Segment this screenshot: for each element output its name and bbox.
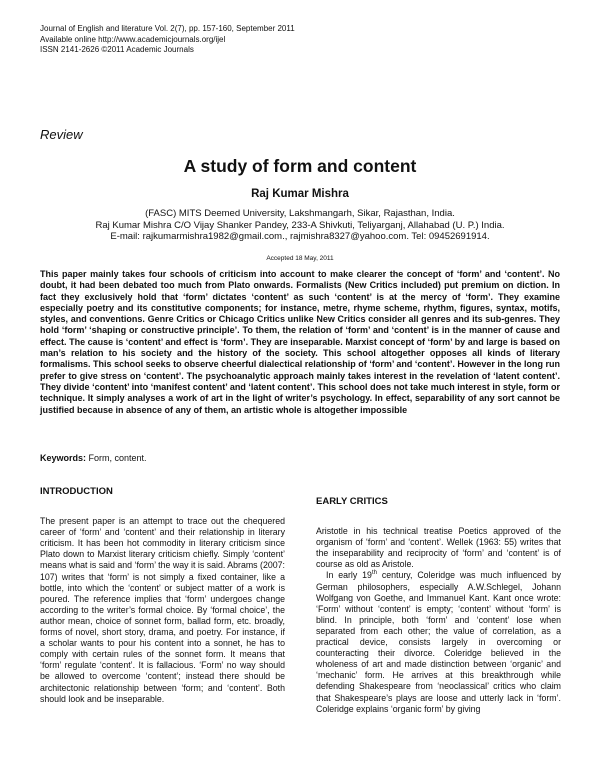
author-name: Raj Kumar Mishra <box>251 188 349 200</box>
early-critics-paragraph-1: Aristotle in his technical treatise Poetics approved of the organism of ‘form’ and ‘content’. Wellek (1963: 55) writes that the inseparability and reciprocity of ‘form’ and ‘content’ is of course as old as Aristole. <box>316 526 561 570</box>
column-right <box>316 496 561 715</box>
para2-rest: century, Coleridge was much influenced by German philosophers, especially A.W.Schlegel, Johann Wolfgang von Goethe, and Immanuel Kant. Kant once wrote: ‘Form’ without ‘content’ is empty; ‘content’ without ‘form’ is blind. In principle, both ‘form’ and ‘content’ lose when separated from each other; the value of correlation, as a practical device, consists largely in overcoming or counteracting their divorce. Coleridge believed in the wholeness of art and made distinction between ‘organic’ and ‘mechanic’ form. He arrives at this breakthrough while defending Shakespeare from ‘neoclassical’ critics who claim that Shakespeare’s plays are loose and utterly lack in ‘form’. Coleridge explains ‘organic form’ by giving <box>316 570 562 714</box>
section-label: Review <box>40 127 83 142</box>
affiliation-address: Raj Kumar Mishra C/O Vijay Shanker Pandey, 233-A Shivkuti, Teliyarganj, Allahabad (U. P.) India. <box>95 219 505 231</box>
journal-header <box>40 24 295 56</box>
column-left <box>40 486 285 705</box>
journal-issn: ISSN 2141-2626 ©2011 Academic Journals <box>40 45 194 54</box>
early-critics-paragraph-2 <box>316 570 561 714</box>
introduction-heading: INTRODUCTION <box>40 486 113 497</box>
abstract: This paper mainly takes four schools of criticism into account to make clearer the concept of ‘form’ and ‘content’. No doubt, it had been debated too much from Plato onwards. Formalists (New Critics included) put premium on diction. In fact they exclusively hold that ‘form’ dictates ‘content’ as such ‘content’ is at the mercy of ‘form’. They examine especially poetry and its constitutive components; for instance, metre, rhyme scheme, rhythm, figures, syntax, motifs, styles, and conventions. Genre Critics or Chicago Critics unlike New Critics consider all genres and its sub-genres. They hold ‘form’ ‘shaping or constructive principle’. To them, the relation of ‘form’ and ‘content’ is in the manner of cause and effect. The cause is ‘content’ and effect is ‘form’. They are inseparable. Marxist concept of ‘form’ by and large is based on man’s relation to his society and the history of the society. This school altogether opposes all kinds of literary formalisms. This school seeks to observe cheerful dialectical relationship of ‘form’ and ‘content’. However in the long run prefer to give stress on ‘content’. The psychoanalytic approach mainly takes interest in the revelation of ‘latent content’. They divide ‘content’ into ‘manifest content’ and ‘latent content’. This school does not take much interest in style, form or technique. It simply analyses a work of art in the light of writer’s psychology. In effect, separability of any sort cannot be justified because in absence of any of them, an artistic whole is altogether impossible <box>40 269 560 415</box>
early-critics-heading: EARLY CRITICS <box>316 496 388 507</box>
accepted-date: Accepted 18 May, 2011 <box>266 255 334 262</box>
affiliation-contact: E-mail: rajkumarmishra1982@gmail.com., rajmishra8327@yahoo.com. Tel: 09452691914. <box>110 231 490 242</box>
paper-title: A study of form and content <box>183 156 417 176</box>
introduction-paragraph: The present paper is an attempt to trace out the chequered career of ‘form’ and ‘content’ and their relationship in literary criticism. It has been hot commodity in literary criticism since Plato down to Marxist literary criticism chiefly. Simply ‘content’ means what is said and ‘form’ the way it is said. Abrams (2007: 107) writes that ‘form’ is not simply a fixed container, like a bottle, into which the ‘content’ or subject matter of a work is poured. The reference implies that ‘form’ undergoes change according to the writer’s formal choice. By ‘formal choice’, the author mean, choice of sonnet form, ballad form, etc. broadly, forms of novel, short story, drama, and poetry. For instance, if a scholar wants to pour his content into a sonnet, he has to comply with certain rules of the sonnet form. It means that ‘form’ regulate ‘content’. It is fallacious. ‘Form’ no way should be allowed to overcome ‘content’; instead there should be architectonic relationship between ‘form; and ‘content’. Both should look and be inseparable. <box>40 516 285 704</box>
journal-url: Available online http://www.academicjournals.org/ijel <box>40 34 226 44</box>
keywords <box>40 453 147 463</box>
keywords-value: Form, content. <box>88 453 147 463</box>
journal-citation: Journal of English and literature Vol. 2(7), pp. 157-160, September 2011 <box>40 24 295 33</box>
affiliation <box>0 208 600 243</box>
para2-start: In early 19 <box>326 570 372 581</box>
para2-superscript: th <box>371 570 377 577</box>
affiliation-institution: (FASC) MITS Deemed University, Lakshmangarh, Sikar, Rajasthan, India. <box>145 208 455 219</box>
keywords-label: Keywords: <box>40 453 87 463</box>
